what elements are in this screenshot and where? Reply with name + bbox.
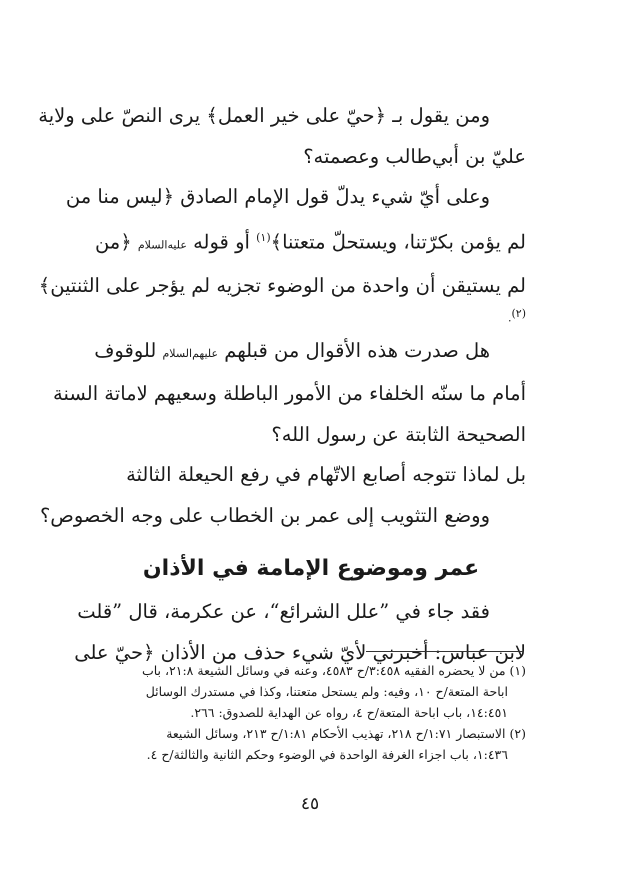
footnote-ref-2: (٢) (511, 307, 526, 320)
text-line: فقد جاء في ”علل الشرائع“، عن عكرمة، قال ”قلت (77, 600, 490, 624)
page-body (38, 96, 526, 673)
text-line (96, 306, 526, 327)
text-line: الصحيحة الثابتة عن رسول الله؟ (271, 422, 526, 446)
text-line: ووضع التثويب إلى عمر بن الخطاب على وجه الخصوص؟ (39, 503, 490, 527)
paragraph-4 (39, 455, 526, 536)
text-line: لابن عباس: أخبرني لأيّ شيء حذف من الأذان ﴿حيّ على (74, 640, 526, 664)
footnote-line: (٢) الاستبصار ١:٧١/ح ٢١٨، تهذيب الأحكام ١:٨١/ح ٢١٣، وسائل الشيعة (166, 726, 526, 741)
text-line: عليّ بن أبي‌طالب وعصمته؟ (303, 144, 526, 168)
text-line: ومن يقول بـ ﴿حيّ على خير العمل﴾ يرى النصّ على ولاية (38, 104, 490, 127)
text-line: أمام ما سنّه الخلفاء من الأمور الباطلة وسعيهم لاماتة السنة (53, 382, 526, 406)
text-run: لم يؤمن بكرّتنا، ويستحلّ متعتنا﴾ (270, 230, 526, 253)
footnote-divider (366, 651, 524, 652)
honorific: عليهم‌السلام (162, 346, 219, 360)
footnote-1 (96, 660, 526, 723)
paragraph-2 (38, 177, 526, 327)
text-line: بل لماذا تتوجه أصابع الاتّهام في رفع الحيعلة الثالثة (126, 463, 526, 487)
text-line: وعلى أيّ شيء يدلّ قول الإمام الصادق ﴿ليس منا من (65, 185, 490, 208)
footnotes (96, 660, 526, 765)
text-run: للوقوف (94, 338, 163, 362)
footnote-ref-1: (١) (256, 230, 271, 244)
paragraph-3 (53, 331, 526, 456)
footnote-line: ١:٤٣٦، باب اجزاء الغرفة الواحدة في الوضوء وحكم الثانية والثالثة/ح ٤. (146, 747, 508, 762)
honorific: عليه‌السلام (137, 238, 187, 251)
section-heading: عمر وموضوع الإمامة في الأذان (142, 556, 480, 582)
page-number: ٤٥ (300, 794, 320, 814)
footnote-line: (١) من لا يحضره الفقيه ٣:٤٥٨/ح ٤٥٨٣، وعنه في وسائل الشيعة ٢١:٨، باب (141, 663, 526, 678)
paragraph-1 (38, 96, 526, 177)
footnote-line: اباحة المتعة/ح ١٠، وفيه: ولم يستحل متعتنا، وكذا في مستدرك الوسائل (145, 684, 508, 699)
text-run: ﴿من (94, 230, 138, 253)
text-run: أو قوله (186, 230, 257, 253)
text-run: . (507, 311, 512, 325)
footnote-line: ١٤:٤٥١، باب اباحة المتعة/ح ٤، رواه عن الهداية للصدوق: ٢٦٦. (190, 705, 508, 720)
text-line (96, 218, 526, 266)
text-line: لم يستيقن أن واحدة من الوضوء تجزيه لم يؤجر على الثنتين﴾ (38, 273, 526, 297)
text-line (96, 331, 526, 375)
footnote-2 (96, 723, 526, 765)
text-run: هل صدرت هذه الأقوال من قبلهم (218, 338, 490, 362)
